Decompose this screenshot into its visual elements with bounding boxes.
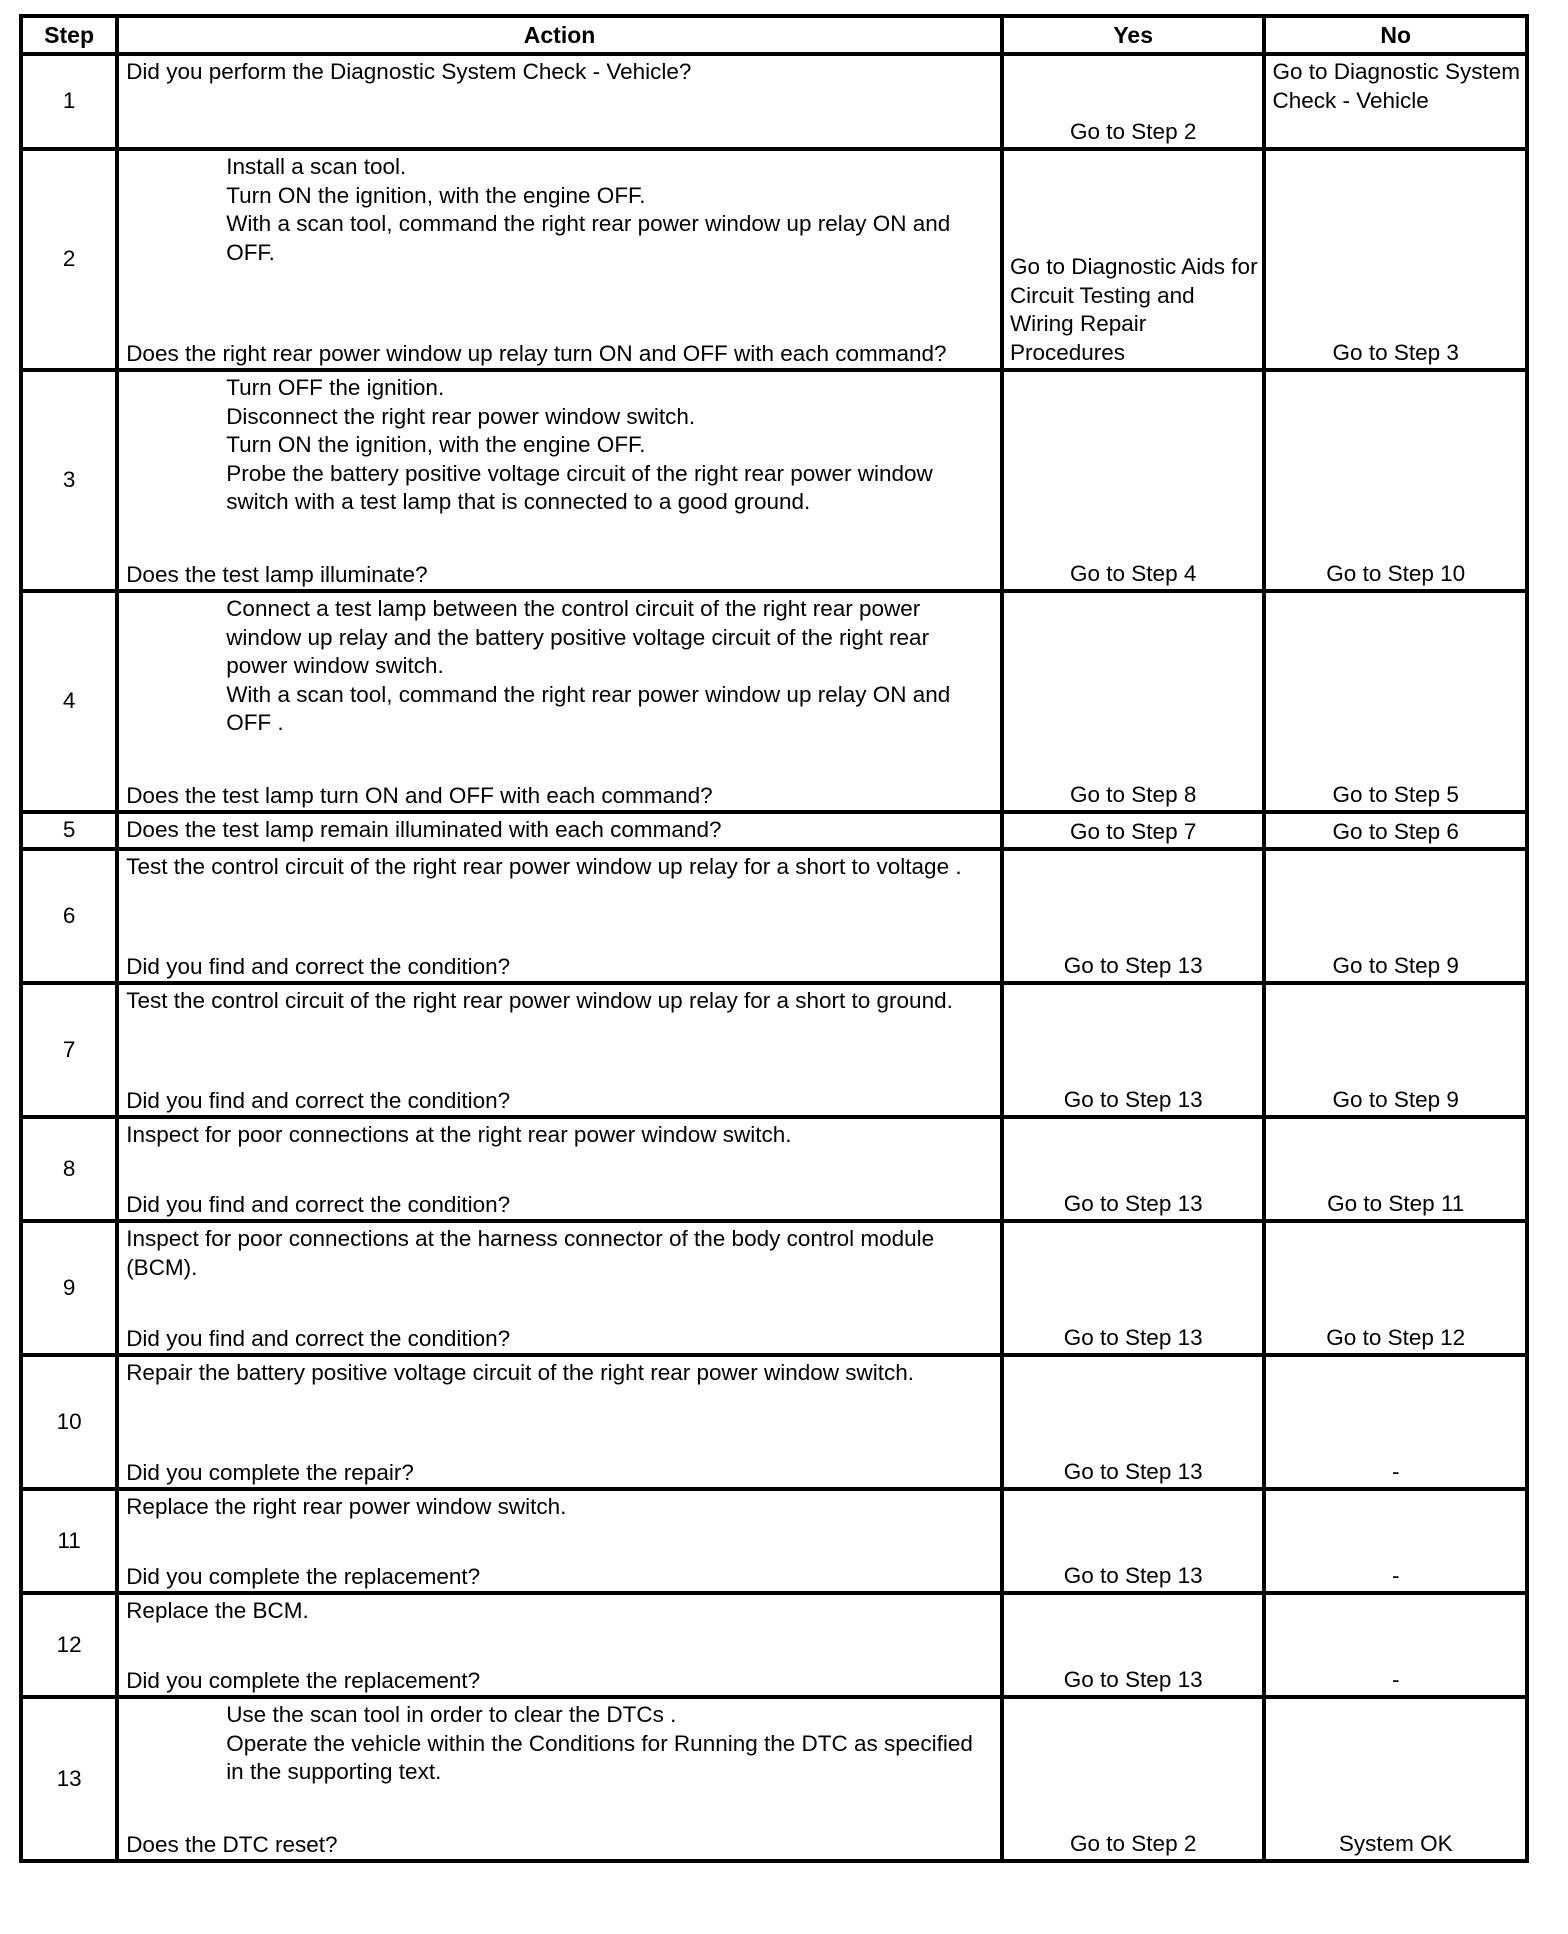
action-body <box>126 1121 994 1150</box>
action-content <box>126 816 994 847</box>
action-cell <box>117 1489 1002 1593</box>
table-row <box>21 1697 1527 1861</box>
step-number: 7 <box>21 983 117 1117</box>
step-number: 9 <box>21 1221 117 1355</box>
yes-result: Go to Step 8 <box>1002 591 1265 812</box>
action-cell <box>117 983 1002 1117</box>
instruction-item: Operate the vehicle within the Conditions for Running the DTC as specified in the supporting text. <box>226 1730 980 1784</box>
table-row <box>21 849 1527 983</box>
no-result: Go to Step 6 <box>1264 812 1527 849</box>
action-content <box>126 58 994 147</box>
no-result: Go to Step 5 <box>1264 591 1527 812</box>
action-text: Test the control circuit of the right rear power window up relay for a short to ground. <box>126 988 953 1013</box>
diagnostic-table <box>19 14 1529 1863</box>
yes-result: Go to Step 13 <box>1002 1593 1265 1697</box>
action-body <box>126 1701 994 1787</box>
yes-result: Go to Step 4 <box>1002 370 1265 591</box>
action-cell <box>117 1117 1002 1221</box>
instruction-item: Turn ON the ignition, with the engine OFF. <box>226 432 646 457</box>
action-question: Did you find and correct the condition? <box>126 953 511 979</box>
instruction-list <box>126 153 994 267</box>
table-row <box>21 1593 1527 1697</box>
step-number: 4 <box>21 591 117 812</box>
action-body <box>126 1597 994 1626</box>
action-content <box>126 595 994 810</box>
step-number: 8 <box>21 1117 117 1221</box>
action-body <box>126 987 994 1016</box>
action-cell <box>117 149 1002 370</box>
instruction-item: Connect a test lamp between the control circuit of the right rear power window up relay and the battery positive voltage circuit of the right rear power window switch. <box>226 596 936 678</box>
action-content <box>126 1121 994 1219</box>
action-content <box>126 987 994 1115</box>
no-result: Go to Diagnostic System Check - Vehicle <box>1264 54 1527 149</box>
yes-result: Go to Step 13 <box>1002 1489 1265 1593</box>
action-content <box>126 1597 994 1695</box>
table-row <box>21 591 1527 812</box>
header-yes: Yes <box>1002 16 1265 54</box>
step-number: 12 <box>21 1593 117 1697</box>
action-body <box>126 816 994 845</box>
step-number: 11 <box>21 1489 117 1593</box>
instruction-item: Turn ON the ignition, with the engine OFF. <box>226 182 646 208</box>
no-result: Go to Step 3 <box>1264 149 1527 370</box>
action-text: Replace the BCM. <box>126 1598 309 1623</box>
action-content <box>126 1701 994 1859</box>
action-text: Repair the battery positive voltage circuit of the right rear power window switch. <box>126 1360 915 1385</box>
instruction-item: Turn OFF the ignition. <box>226 375 445 400</box>
step-number: 2 <box>21 149 117 370</box>
instruction-item: Use the scan tool in order to clear the DTCs . <box>226 1702 677 1727</box>
header-row <box>21 16 1527 54</box>
action-question: Did you complete the replacement? <box>126 1563 481 1589</box>
action-question: Does the test lamp turn ON and OFF with each command? <box>126 782 713 808</box>
no-result: - <box>1264 1489 1527 1593</box>
header-step: Step <box>21 16 117 54</box>
action-text: Does the test lamp remain illuminated with each command? <box>126 817 722 842</box>
yes-result: Go to Diagnostic Aids for Circuit Testing and Wiring Repair Procedures <box>1002 149 1265 370</box>
table-row <box>21 1117 1527 1221</box>
action-content <box>126 374 994 589</box>
action-question: Did you find and correct the condition? <box>126 1325 511 1351</box>
action-cell <box>117 370 1002 591</box>
yes-result: Go to Step 2 <box>1002 54 1265 149</box>
no-result: - <box>1264 1593 1527 1697</box>
action-body <box>126 595 994 738</box>
action-content <box>126 1225 994 1353</box>
action-cell <box>117 1221 1002 1355</box>
step-number: 13 <box>21 1697 117 1861</box>
instruction-list <box>126 1701 994 1787</box>
no-result: Go to Step 12 <box>1264 1221 1527 1355</box>
table-row <box>21 149 1527 370</box>
action-content <box>126 1359 994 1487</box>
action-cell <box>117 591 1002 812</box>
step-number: 6 <box>21 849 117 983</box>
action-content <box>126 153 994 368</box>
yes-result: Go to Step 13 <box>1002 1355 1265 1489</box>
step-number: 5 <box>21 812 117 849</box>
table-row <box>21 983 1527 1117</box>
instruction-list <box>126 374 994 517</box>
action-text: Test the control circuit of the right rear power window up relay for a short to voltage . <box>126 854 962 879</box>
instruction-item: With a scan tool, command the right rear power window up relay ON and OFF. <box>226 211 957 265</box>
action-text: Replace the right rear power window switch. <box>126 1494 567 1519</box>
action-body <box>126 1359 994 1388</box>
action-cell <box>117 812 1002 849</box>
yes-result: Go to Step 2 <box>1002 1697 1265 1861</box>
table-row <box>21 370 1527 591</box>
instruction-list <box>126 595 994 738</box>
action-body <box>126 853 994 882</box>
action-question: Did you find and correct the condition? <box>126 1087 511 1113</box>
table-row <box>21 1355 1527 1489</box>
action-question: Does the DTC reset? <box>126 1831 338 1857</box>
action-text: Inspect for poor connections at the right rear power window switch. <box>126 1122 792 1147</box>
yes-result: Go to Step 7 <box>1002 812 1265 849</box>
no-result: Go to Step 9 <box>1264 983 1527 1117</box>
action-body <box>126 374 994 517</box>
action-question: Does the test lamp illuminate? <box>126 561 428 587</box>
table-row <box>21 1489 1527 1593</box>
action-text: Inspect for poor connections at the harness connector of the body control module (BCM). <box>126 1226 941 1280</box>
instruction-item: With a scan tool, command the right rear power window up relay ON and OFF . <box>226 681 957 735</box>
action-cell <box>117 1593 1002 1697</box>
action-content <box>126 1493 994 1591</box>
step-number: 10 <box>21 1355 117 1489</box>
step-number: 1 <box>21 54 117 149</box>
yes-result: Go to Step 13 <box>1002 1221 1265 1355</box>
action-content <box>126 853 994 981</box>
yes-result: Go to Step 13 <box>1002 1117 1265 1221</box>
instruction-item: Disconnect the right rear power window switch. <box>226 403 696 429</box>
table-row <box>21 1221 1527 1355</box>
action-cell <box>117 1355 1002 1489</box>
action-question: Did you complete the replacement? <box>126 1667 481 1693</box>
action-body <box>126 153 994 267</box>
action-cell <box>117 1697 1002 1861</box>
action-question: Did you complete the repair? <box>126 1459 414 1485</box>
no-result: System OK <box>1264 1697 1527 1861</box>
action-question: Does the right rear power window up relay turn ON and OFF with each command? <box>126 340 947 366</box>
action-text: Did you perform the Diagnostic System Check - Vehicle? <box>126 59 692 84</box>
table-row <box>21 54 1527 149</box>
instruction-item: Probe the battery positive voltage circuit of the right rear power window switch with a test lamp that is connected to a good ground. <box>226 460 940 514</box>
no-result: Go to Step 10 <box>1264 370 1527 591</box>
header-no: No <box>1264 16 1527 54</box>
step-number: 3 <box>21 370 117 591</box>
action-question: Did you find and correct the condition? <box>126 1191 511 1217</box>
no-result: Go to Step 11 <box>1264 1117 1527 1221</box>
no-result: Go to Step 9 <box>1264 849 1527 983</box>
instruction-item: Install a scan tool. <box>226 154 407 179</box>
table-row <box>21 812 1527 849</box>
no-result: - <box>1264 1355 1527 1489</box>
yes-result: Go to Step 13 <box>1002 849 1265 983</box>
action-cell <box>117 849 1002 983</box>
action-body <box>126 58 994 87</box>
yes-result: Go to Step 13 <box>1002 983 1265 1117</box>
table-body <box>21 54 1527 1861</box>
action-body <box>126 1225 994 1282</box>
action-body <box>126 1493 994 1522</box>
header-action: Action <box>117 16 1002 54</box>
action-cell <box>117 54 1002 149</box>
